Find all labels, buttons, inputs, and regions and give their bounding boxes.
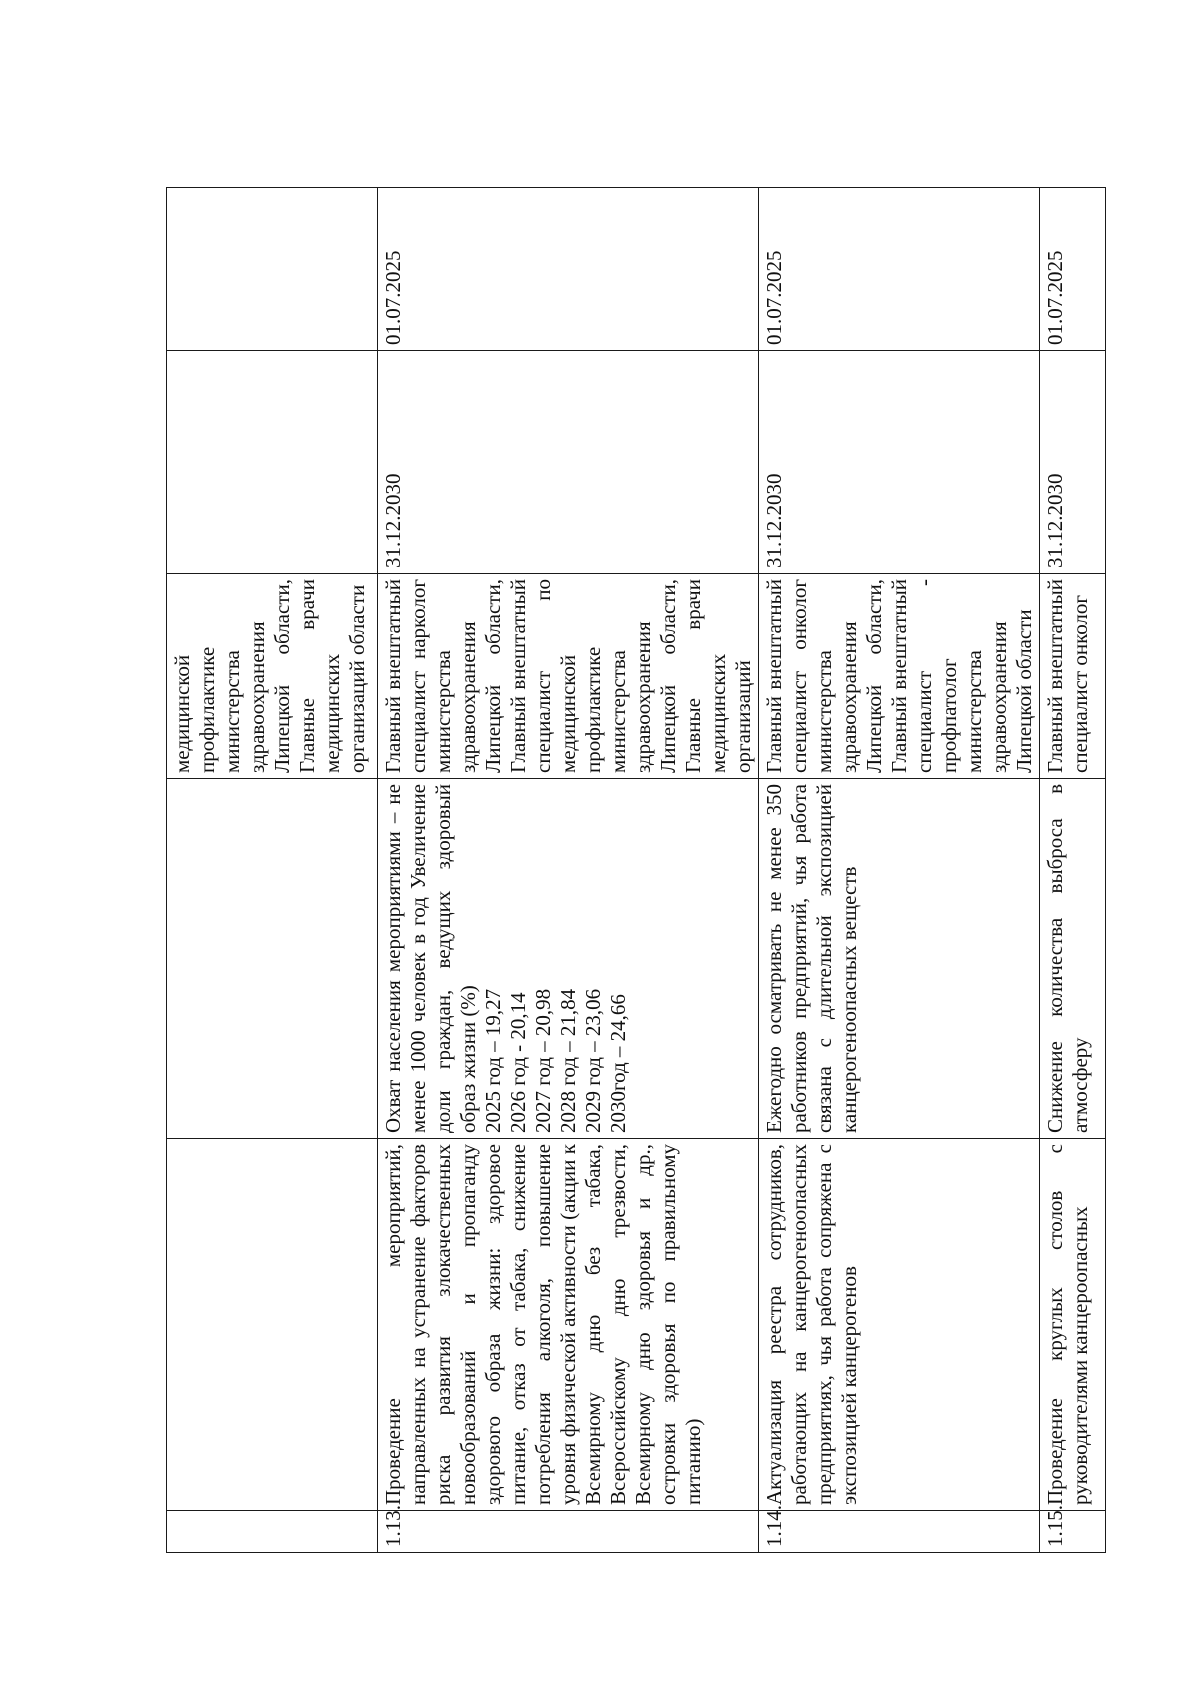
outcome-cell — [378, 779, 759, 1139]
start-date: 01.07.2025 — [1040, 188, 1106, 351]
outcome-line: 2027 год – 20,98 — [531, 988, 555, 1133]
activity-cell: Проведение мероприятий, направленных на устранение факторов риска развития злокачественных новообразований и пропаганду здорового образа жизни: здоровое питание, отказ от табака, снижение потребления алкоголя, повышение уровня физической активности (акции к Всемирному дню без табака, Всероссийскому дню трезвости, Всемирному дню здоровья и др., островки здоровья по правильному питанию) — [378, 1139, 759, 1511]
cell-responsible — [167, 574, 378, 779]
table-row-continuation — [167, 188, 378, 1553]
rotated-page-content — [166, 188, 1123, 1553]
outcome-cell: Ежегодно осматривать не менее 350 работников предприятий, чья работа связана с длительной экспозицией канцерогеноопасных веществ — [759, 779, 1040, 1139]
responsible-text: медицинской профилактике министерства здравоохранения Липецкой области, Главные врачи медицинских организаций области — [170, 579, 369, 773]
start-date: 01.07.2025 — [759, 188, 1040, 351]
end-date: 31.12.2030 — [759, 351, 1040, 574]
outcome-cell: Снижение количества выброса в атмосферу — [1040, 779, 1106, 1139]
activity-cell: Актуализация реестра сотрудников, работающих на канцерогеноопасных предприятиях, чья работа сопряжена с экспозицией канцерогенов — [759, 1139, 1040, 1511]
cell-start-empty — [167, 188, 378, 351]
cell-end-empty — [167, 351, 378, 574]
cell-activity-empty — [167, 1139, 378, 1511]
table-row-1-14 — [759, 188, 1040, 1553]
outcome-line: 2025 год – 19,27 — [481, 988, 505, 1133]
outcome-line: 2029 год – 23,06 — [581, 988, 605, 1133]
table-row-1-13 — [378, 188, 759, 1553]
outcome-line: 2030год – 24,66 — [606, 994, 630, 1133]
outcome-line: 2028 год – 21,84 — [556, 988, 580, 1133]
cell-outcome-empty — [167, 779, 378, 1139]
responsible-cell: Главный внештатный специалист онколог — [1040, 574, 1106, 779]
measures-table — [166, 187, 1106, 1553]
responsible-cell: Главный внештатный специалист онколог министерства здравоохранения Липецкой области, Главный внештатный специалист - профпатолог министерства здравоохранения Липецкой области — [759, 574, 1040, 779]
start-date: 01.07.2025 — [378, 188, 759, 351]
outcome-line: 2026 год - 20,14 — [506, 992, 530, 1133]
table-row-1-15 — [1040, 188, 1106, 1553]
cell-num-empty — [167, 1511, 378, 1553]
responsible-cell: Главный внештатный специалист нарколог министерства здравоохранения Липецкой области, Главный внештатный специалист по медицинской профилактике министерства здравоохранения Липецкой области, Главные врачи медицинских организаций — [378, 574, 759, 779]
end-date: 31.12.2030 — [1040, 351, 1106, 574]
outcome-text: Охват населения мероприятиями – не менее 1000 человек в год Увеличение доли граждан, ведущих здоровый образ жизни (%) — [381, 784, 480, 1133]
row-number: 1.15. — [1040, 1511, 1106, 1553]
row-number: 1.14. — [759, 1511, 1040, 1553]
activity-cell: Проведение круглых столов с руководителями канцероопасных — [1040, 1139, 1106, 1511]
row-number: 1.13. — [378, 1511, 759, 1553]
end-date: 31.12.2030 — [378, 351, 759, 574]
